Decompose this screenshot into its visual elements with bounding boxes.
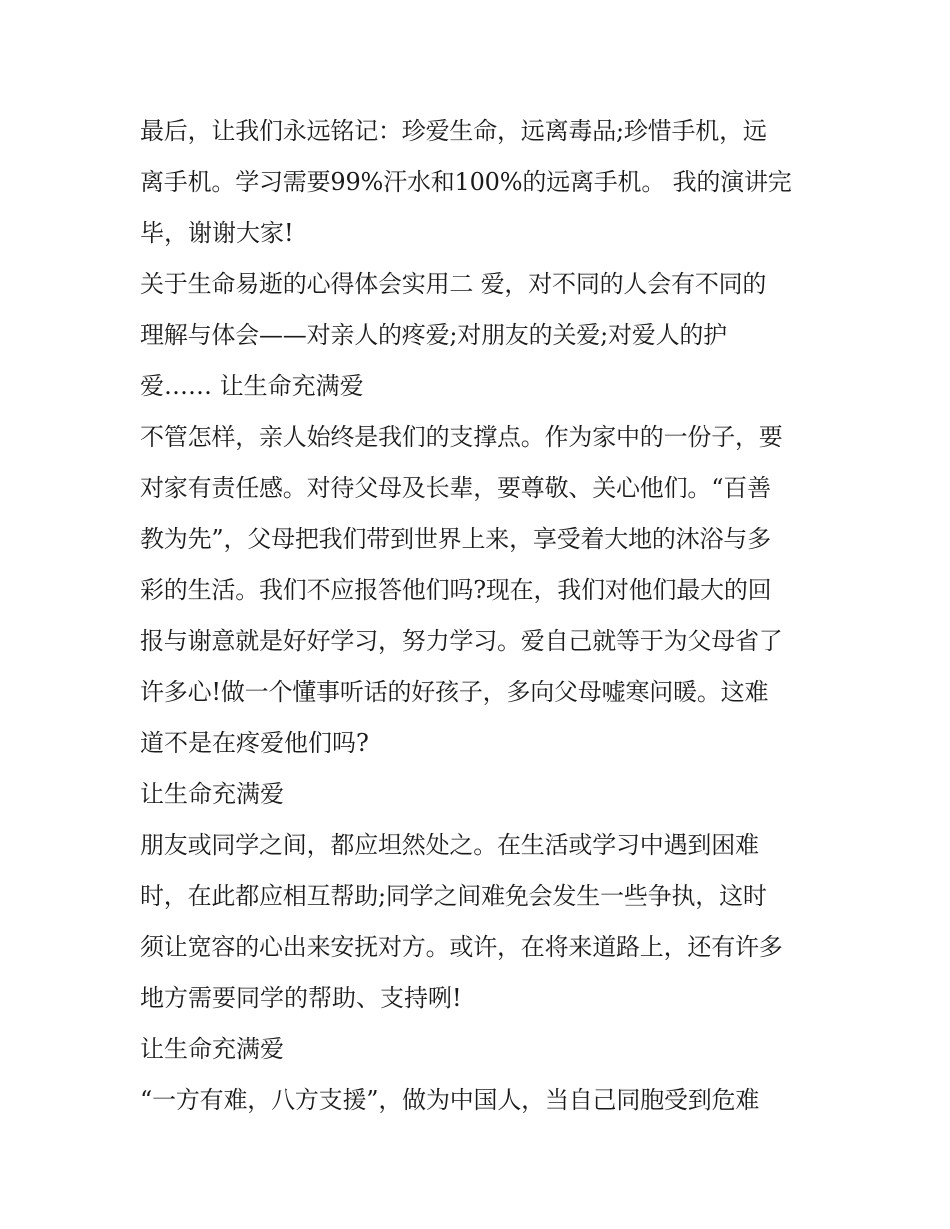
text-line: 教为先”，父母把我们带到世界上来，享受着大地的沐浴与多 bbox=[140, 525, 771, 553]
text-line: 关于生命易逝的心得体会实用二 爱，对不同的人会有不同的 bbox=[140, 270, 767, 298]
text-line: 须让宽容的心出来安抚对方。或许，在将来道路上，还有许多 bbox=[140, 933, 783, 961]
text-line: 不管怎样，亲人始终是我们的支撑点。作为家中的一份子，要 bbox=[140, 423, 783, 451]
text-line: 彩的生活。我们不应报答他们吗?现在，我们对他们最大的回 bbox=[140, 576, 772, 604]
section-heading: 让生命充满爱 bbox=[140, 780, 284, 808]
text-line: 时，在此都应相互帮助;同学之间难免会发生一些争执，这时 bbox=[140, 882, 767, 910]
text-line: 许多心!做一个懂事听话的好孩子，多向父母嘘寒问暖。这难 bbox=[140, 678, 769, 706]
document-text-body bbox=[140, 106, 820, 1126]
text-line: 离手机。学习需要99%汗水和100%的远离手机。 我的演讲完 bbox=[140, 168, 792, 196]
text-line: 最后，让我们永远铭记：珍爱生命，远离毒品;珍惜手机，远 bbox=[140, 117, 767, 145]
text-line: 地方需要同学的帮助、支持咧! bbox=[140, 984, 462, 1012]
text-line: 朋友或同学之间，都应坦然处之。在生活或学习中遇到困难 bbox=[140, 831, 759, 859]
text-line: 毕，谢谢大家! bbox=[140, 219, 294, 247]
text-line: 爱…… 让生命充满爱 bbox=[140, 372, 364, 400]
text-line: 道不是在疼爱他们吗? bbox=[140, 729, 369, 757]
text-line: “一方有难，八方支援”，做为中国人，当自己同胞受到危难 bbox=[140, 1086, 760, 1114]
section-heading: 让生命充满爱 bbox=[140, 1035, 284, 1063]
text-line: 对家有责任感。对待父母及长辈，要尊敬、关心他们。“百善 bbox=[140, 474, 771, 502]
text-line: 报与谢意就是好好学习，努力学习。爱自己就等于为父母省了 bbox=[140, 627, 783, 655]
text-line: 理解与体会——对亲人的疼爱;对朋友的关爱;对爱人的护 bbox=[140, 321, 727, 349]
